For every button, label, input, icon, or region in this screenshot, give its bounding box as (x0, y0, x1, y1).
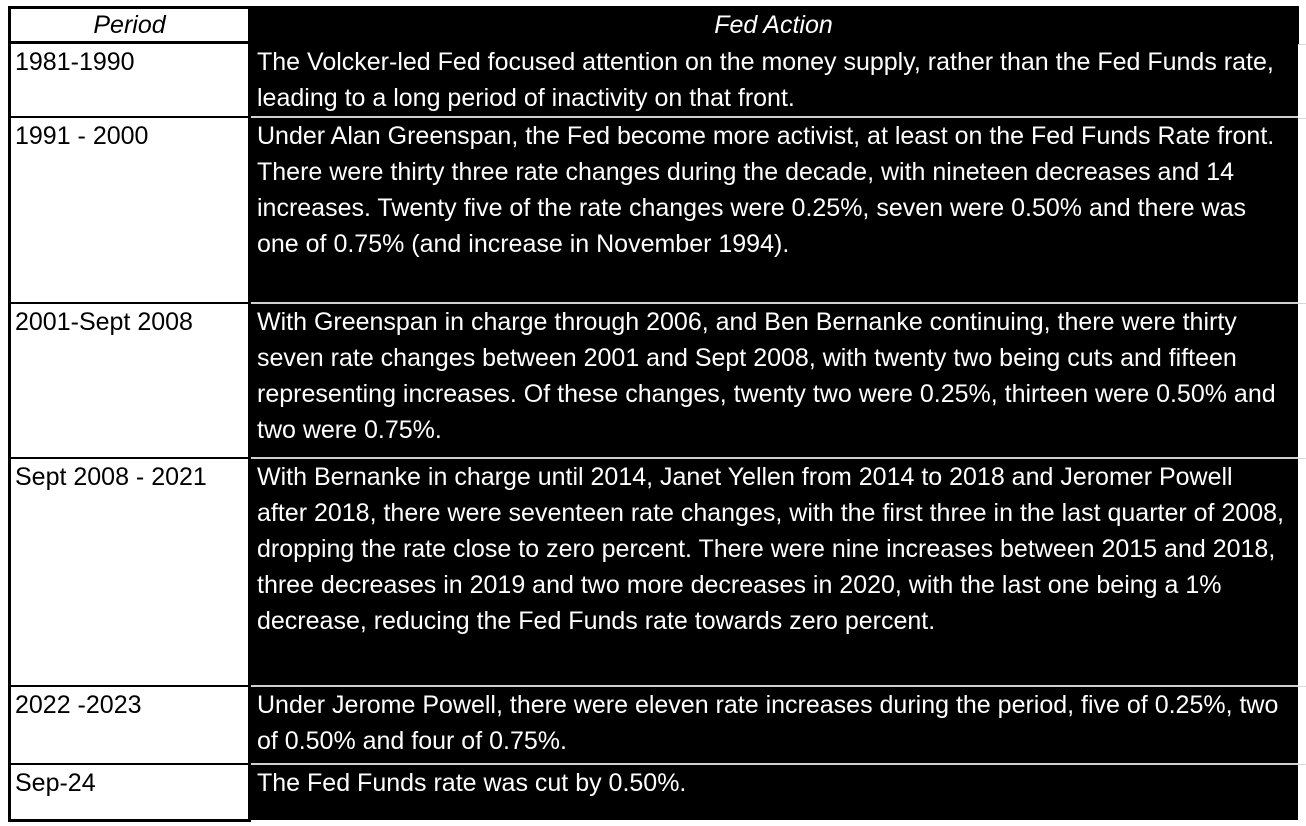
table-row (10, 117, 1298, 303)
fed-action-cell: Under Alan Greenspan, the Fed become more activist, at least on the Fed Funds Rate front. There were thirty three rate changes during the decade, with nineteen decreases and 14 increases. Twenty five of the rate changes were 0.25%, seven were 0.50% and there was one of 0.75% (and increase in November 1994). (250, 117, 1298, 303)
period-cell: 1991 - 2000 (10, 117, 250, 303)
table-row (10, 764, 1298, 820)
fed-action-cell: The Volcker-led Fed focused attention on the money supply, rather than the Fed Funds rate, leading to a long period of inactivity on that front. (250, 43, 1298, 118)
fed-action-cell: The Fed Funds rate was cut by 0.50%. (250, 764, 1298, 820)
header-period: Period (10, 8, 250, 43)
period-cell: Sept 2008 - 2021 (10, 458, 250, 686)
table-row (10, 458, 1298, 686)
period-cell: 2001-Sept 2008 (10, 303, 250, 458)
header-row (10, 8, 1298, 43)
table-row (10, 43, 1298, 118)
fed-action-cell: Under Jerome Powell, there were eleven rate increases during the period, five of 0.25%, two of 0.50% and four of 0.75%. (250, 686, 1298, 764)
fed-action-cell: With Greenspan in charge through 2006, and Ben Bernanke continuing, there were thirty seven rate changes between 2001 and Sept 2008, with twenty two being cuts and fifteen representing increases. Of these changes, twenty two were 0.25%, thirteen were 0.50% and two were 0.75%. (250, 303, 1298, 458)
header-fed-action: Fed Action (250, 8, 1298, 43)
fed-action-cell: With Bernanke in charge until 2014, Janet Yellen from 2014 to 2018 and Jeromer Powell after 2018, there were seventeen rate changes, with the first three in the last quarter of 2008, dropping the rate close to zero percent. There were nine increases between 2015 and 2018, three decreases in 2019 and two more decreases in 2020, with the last one being a 1% decrease, reducing the Fed Funds rate towards zero percent. (250, 458, 1298, 686)
table-row (10, 303, 1298, 458)
fed-action-table (8, 6, 1299, 822)
period-cell: 1981-1990 (10, 43, 250, 118)
period-cell: Sep-24 (10, 764, 250, 820)
table-row (10, 686, 1298, 764)
period-cell: 2022 -2023 (10, 686, 250, 764)
